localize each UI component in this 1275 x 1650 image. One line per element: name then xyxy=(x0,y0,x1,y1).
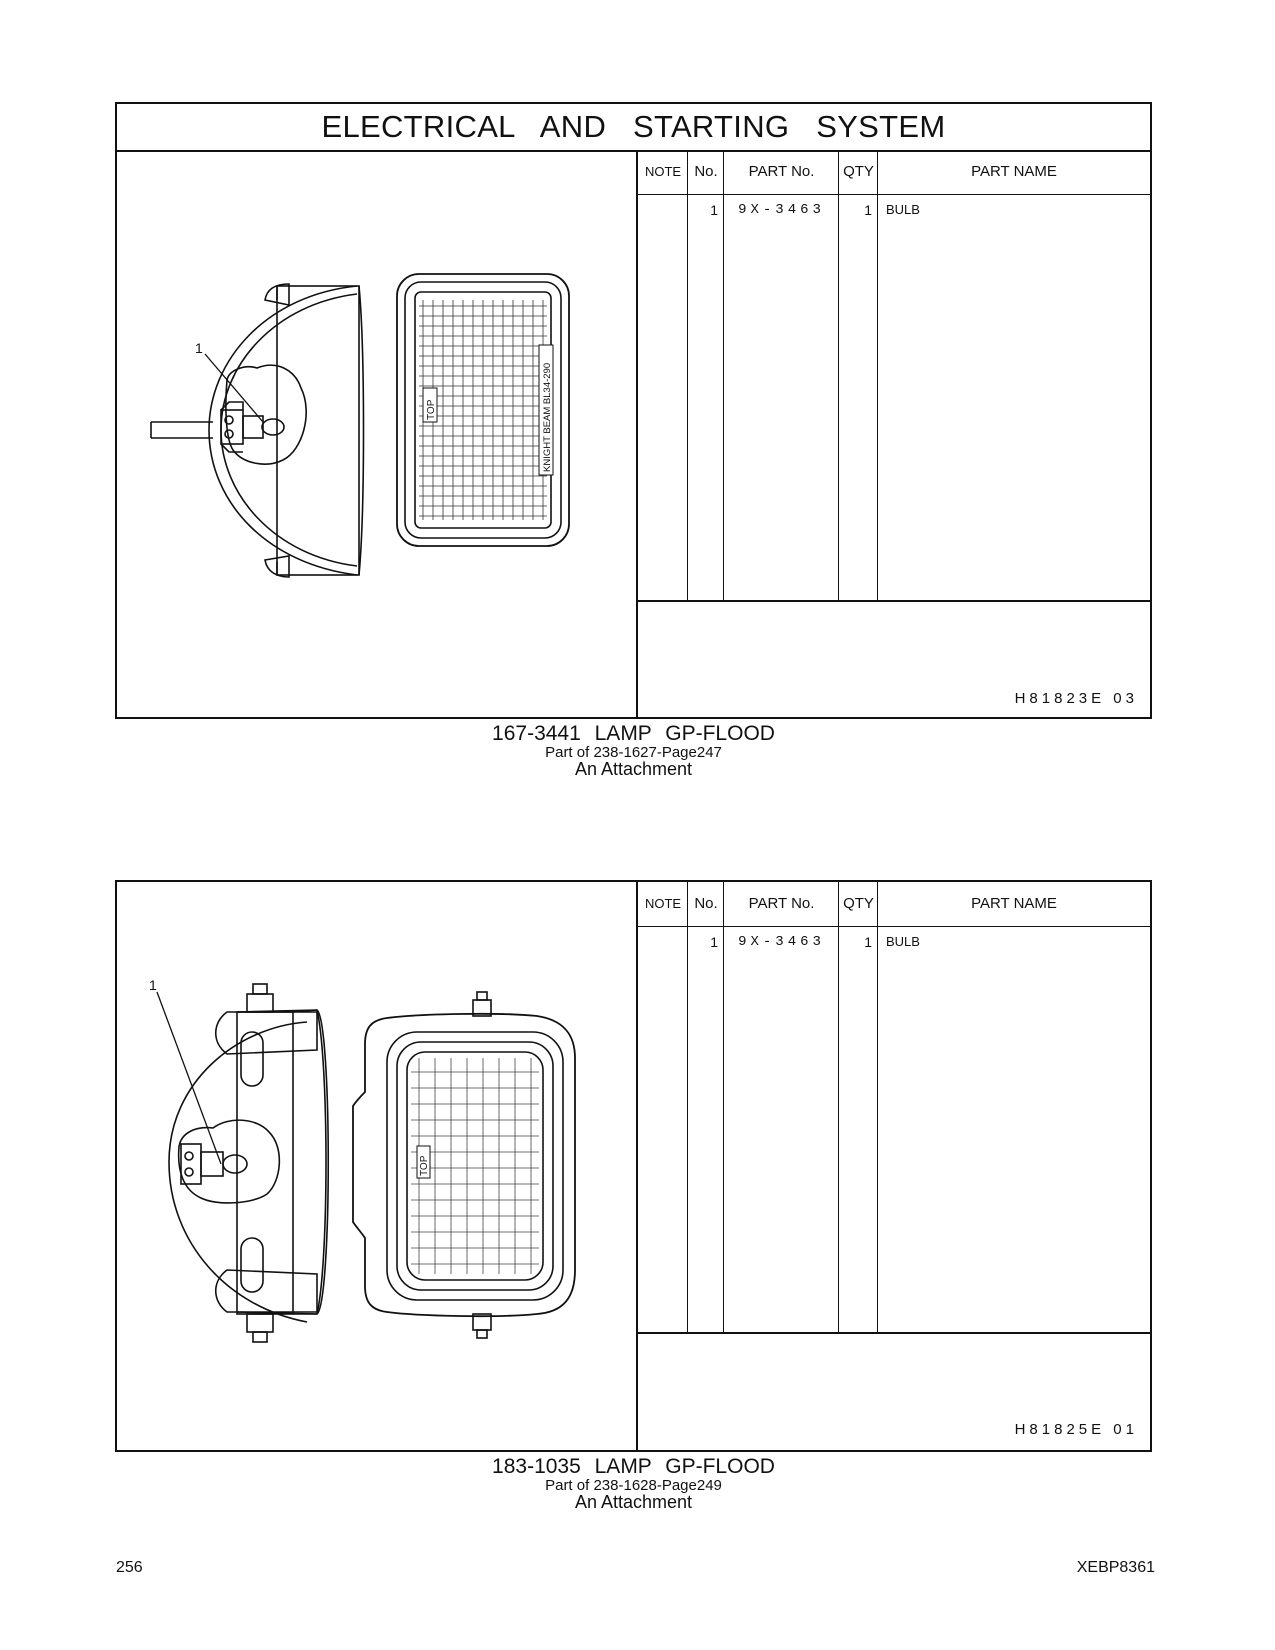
part-number: 9X-3463 xyxy=(738,934,825,950)
lamp-illustration-2 xyxy=(117,882,638,1450)
lens-mark-label: KNIGHT BEAM BL34-290 xyxy=(542,362,553,472)
lamp-drawing-1 xyxy=(117,150,636,719)
header-note: NOTE xyxy=(644,164,682,179)
page-number: 256 xyxy=(116,1559,143,1576)
header-part-no: PART No. xyxy=(748,163,815,180)
part-name: BULB xyxy=(886,934,920,949)
part-name: BULB xyxy=(886,202,920,217)
table-header-row xyxy=(638,150,1150,195)
group-part-of: Part of 238-1627-Page247 xyxy=(545,744,722,761)
group-part-of: Part of 238-1628-Page249 xyxy=(545,1477,722,1494)
parts-table-2 xyxy=(638,882,1150,1450)
parts-group-1 xyxy=(115,102,1152,719)
header-no: No. xyxy=(694,895,718,912)
header-part-no: PART No. xyxy=(748,895,815,912)
header-note: NOTE xyxy=(644,896,682,911)
group-attachment: An Attachment xyxy=(574,759,693,779)
lamp-illustration-1 xyxy=(117,150,638,719)
parts-table-1 xyxy=(638,150,1150,719)
callout-number: 1 xyxy=(149,977,157,993)
item-number: 1 xyxy=(710,934,718,950)
lens-top-label: TOP xyxy=(426,399,437,420)
item-number: 1 xyxy=(710,202,718,218)
group-title: 183-1035 LAMP GP-FLOOD xyxy=(492,1455,775,1478)
group-attachment: An Attachment xyxy=(574,1492,693,1512)
header-part-name: PART NAME xyxy=(971,895,1057,912)
quantity: 1 xyxy=(864,934,872,950)
table-header-row xyxy=(638,882,1150,927)
header-qty: QTY xyxy=(843,895,874,912)
header-part-name: PART NAME xyxy=(971,163,1057,180)
quantity: 1 xyxy=(864,202,872,218)
illustration-code: H81823E 03 xyxy=(1014,690,1138,707)
table-footer xyxy=(638,1332,1150,1450)
header-qty: QTY xyxy=(843,163,874,180)
lens-top-label: TOP xyxy=(419,1155,430,1176)
group-caption-2 xyxy=(115,1456,1152,1511)
page-title: ELECTRICAL AND STARTING SYSTEM xyxy=(117,104,1150,152)
header-no: No. xyxy=(694,163,718,180)
illustration-code: H81825E 01 xyxy=(1014,1421,1138,1438)
document-id: XEBP8361 xyxy=(1076,1559,1155,1576)
part-number: 9X-3463 xyxy=(738,202,825,218)
group-title: 167-3441 LAMP GP-FLOOD xyxy=(492,722,775,745)
table-footer xyxy=(638,600,1150,719)
callout-number: 1 xyxy=(195,340,203,356)
group-caption-1 xyxy=(115,723,1152,778)
lamp-drawing-2 xyxy=(117,882,636,1450)
parts-group-2 xyxy=(115,880,1152,1452)
